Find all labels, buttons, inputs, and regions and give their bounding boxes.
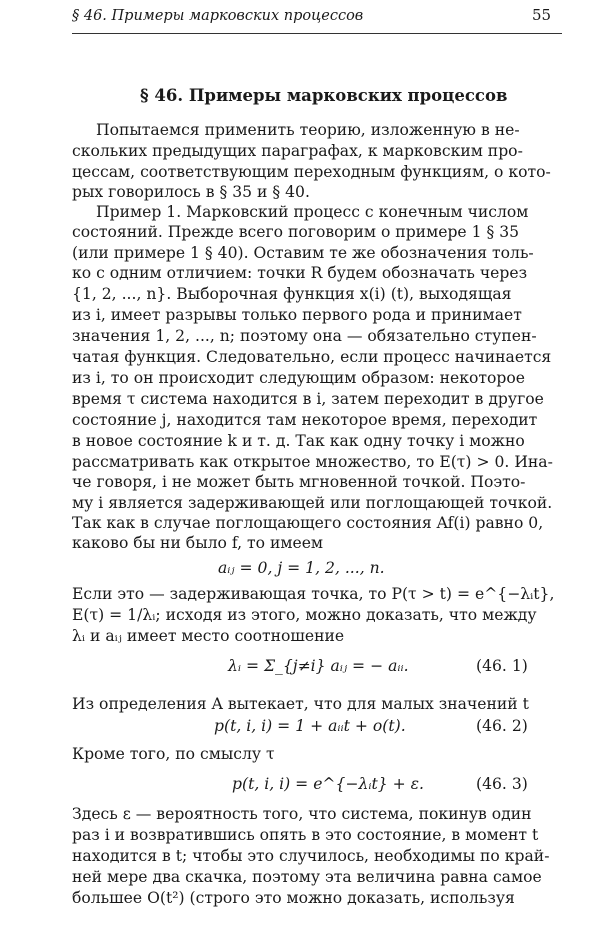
equation: λᵢ = Σ_{j≠i} aᵢⱼ = − aᵢᵢ. — [228, 657, 409, 675]
text-line: Если это — задерживающая точка, то P(τ > t) = e^{−λᵢt}, — [72, 585, 555, 603]
text-line: скольких предыдущих параграфах, к марковским про- — [72, 142, 523, 160]
text-line: (или примере 1 § 40). Оставим те же обозначения толь- — [72, 244, 534, 262]
text-line: чатая функция. Следовательно, если процесс начинается — [72, 348, 552, 366]
text-line: рых говорилось в § 35 и § 40. — [72, 183, 310, 201]
text-line: Пример 1. Марковский процесс с конечным числом — [96, 203, 529, 221]
running-title: § 46. Примеры марковских процессов — [72, 8, 364, 24]
equation-number: (46. 3) — [476, 775, 528, 793]
text-line: из i, имеет разрывы только первого рода и принимает — [72, 306, 522, 324]
text-line: время τ система находится в i, затем переходит в другое — [72, 390, 544, 408]
text-line: из i, то он происходит следующим образом: некоторое — [72, 369, 525, 387]
text-line: ней мере два скачка, поэтому эта величина равна самое — [72, 868, 542, 886]
text-line: Так как в случае поглощающего состояния Af(i) равно 0, — [72, 514, 544, 532]
equation: p(t, i, i) = e^{−λᵢt} + ε. — [232, 775, 424, 793]
text-line: значения 1, 2, ..., n; поэтому она — обязательно ступен- — [72, 327, 537, 345]
text-line: находится в t; чтобы это случилось, необходимы по край- — [72, 847, 550, 865]
text-line: Из определения A вытекает, что для малых значений t — [72, 695, 529, 713]
page-number: 55 — [532, 6, 552, 24]
text-line: состояний. Прежде всего поговорим о примере 1 § 35 — [72, 223, 520, 241]
text-line: {1, 2, ..., n}. Выборочная функция x(i) (t), выходящая — [72, 285, 512, 303]
section-title: § 46. Примеры марковских процессов — [140, 86, 508, 105]
text-line: большее O(t²) (строго это можно доказать, используя — [72, 889, 515, 907]
text-line: ко с одним отличием: точки R будем обозначать через — [72, 264, 528, 282]
text-line: раз i и возвратившись опять в это состояние, в момент t — [72, 826, 539, 844]
equation: aᵢⱼ = 0, j = 1, 2, ..., n. — [218, 559, 385, 577]
text-line: в новое состояние k и т. д. Так как одну точку i можно — [72, 432, 525, 450]
text-line: му i является задерживающей или поглощающей точкой. — [72, 494, 553, 512]
text-line: Кроме того, по смыслу τ — [72, 745, 275, 763]
text-line: рассматривать как открытое множество, то E(τ) > 0. Ина- — [72, 453, 553, 471]
text-line: Попытаемся применить теорию, изложенную в не- — [96, 121, 520, 139]
text-line: цессам, соответствующим переходным функциям, о кото- — [72, 163, 551, 181]
header-rule — [72, 33, 562, 34]
text-line: E(τ) = 1/λᵢ; исходя из этого, можно доказать, что между — [72, 606, 537, 624]
equation: p(t, i, i) = 1 + aᵢᵢt + o(t). — [214, 717, 406, 735]
text-line: Здесь ε — вероятность того, что система, покинув один — [72, 805, 532, 823]
text-line: состояние j, находится там некоторое время, переходит — [72, 411, 538, 429]
equation-number: (46. 2) — [476, 717, 528, 735]
text-line: че говоря, i не может быть мгновенной точкой. Поэто- — [72, 473, 526, 491]
text-line: каково бы ни было f, то имеем — [72, 534, 324, 552]
equation-number: (46. 1) — [476, 657, 528, 675]
text-line: λᵢ и aᵢⱼ имеет место соотношение — [72, 627, 345, 645]
